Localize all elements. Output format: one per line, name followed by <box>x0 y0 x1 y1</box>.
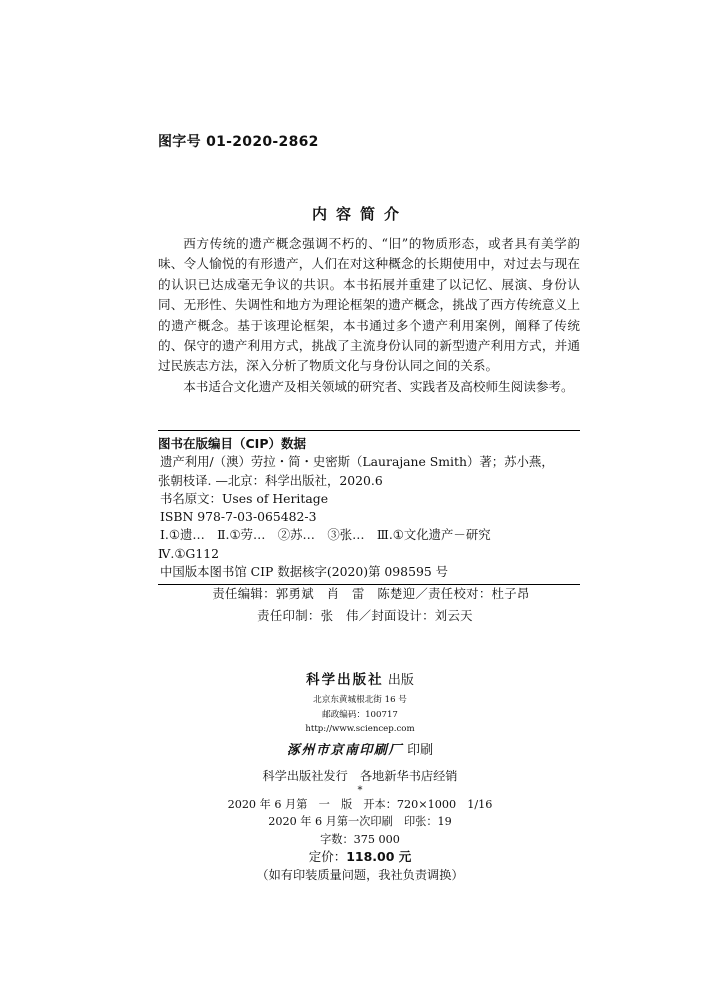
cip-line: 遗产利用/（澳）劳拉・简・史密斯（Laurajane Smith）著；苏小燕， <box>160 454 554 470</box>
price-label: 定价： <box>308 849 347 865</box>
cip-line: 张朝枝译. —北京：科学出版社，2020.6 <box>158 472 383 488</box>
printing-line: 2020 年 6 月第一次印刷 印张：19 <box>268 815 452 829</box>
summary-paragraph: 本书适合文化遗产及相关领域的研究者、实践者及高校师生阅读参考。 <box>183 378 574 394</box>
publisher-address: 北京东黄城根北街 16 号 <box>313 695 407 705</box>
cip-line: ISBN 978-7-03-065482-3 <box>160 509 317 525</box>
cip-heading: 图书在版编目（CIP）数据 <box>158 436 306 451</box>
registration-number: 图字号 01-2020-2862 <box>158 134 319 150</box>
summary-paragraph: 西方传统的遗产概念强调不朽的、“旧”的物质形态，或者具有美学韵味、令人愉悦的有形遗产，人们在对这种概念的长期使用中，对过去与现在的认识已达成毫无争议的共识。本书拓展并重建了以记忆、展演、身份认同、无形性、失调性和地方为理论框架的遗产概念，挑战了西方传统意义上的遗产概念。基于该理论框架，本书通过多个遗产利用案例，阐释了传统的、保守的遗产利用方式，挑战了主流身份认同的新型遗产利用方式，并通过民族志方法，深入分析了物质文化与身份认同之间的关系。 <box>158 236 580 374</box>
editors-line: 责任编辑：郭勇斌 肖 雷 陈楚迎／责任校对：杜子昂 <box>212 586 530 601</box>
printer-suffix: 印刷 <box>407 742 434 758</box>
cip-line: 书名原文：Uses of Heritage <box>160 490 329 506</box>
separator-star: * <box>357 784 363 796</box>
editors-block <box>0 583 720 627</box>
cip-line: Ⅳ.①G112 <box>158 545 219 561</box>
printer-name: 涿州市京南印刷厂 <box>286 742 403 758</box>
publisher-name: 科学出版社 <box>306 672 384 688</box>
editors-line: 责任印制：张 伟／封面设计：刘云天 <box>257 608 473 623</box>
publisher-website: http://www.sciencep.com <box>305 724 415 734</box>
wordcount-line: 字数：375 000 <box>320 832 400 846</box>
cip-line: 中国版本图书馆 CIP 数据核字(2020)第 098595 号 <box>160 564 449 580</box>
edition-line: 2020 年 6 月第 一 版 开本：720×1000 1/16 <box>227 797 493 811</box>
publisher-postcode: 邮政编码：100717 <box>322 709 398 720</box>
publisher-line <box>0 668 720 693</box>
printer-line <box>0 739 720 763</box>
publisher-suffix: 出版 <box>387 673 414 688</box>
price-value: 118.00 元 <box>346 849 412 865</box>
price-line <box>0 848 720 866</box>
quality-notice: （如有印装质量问题，我社负责调换） <box>256 868 464 883</box>
cip-data-block <box>158 430 580 585</box>
cip-line: Ⅰ.①遗… Ⅱ.①劳… ②苏… ③张… Ⅲ.①文化遗产－研究 <box>160 527 491 543</box>
imprint-block <box>0 668 720 884</box>
summary-body <box>158 234 580 397</box>
summary-title: 内容简介 <box>311 205 408 223</box>
distribution-line: 科学出版社发行 各地新华书店经销 <box>262 768 458 783</box>
